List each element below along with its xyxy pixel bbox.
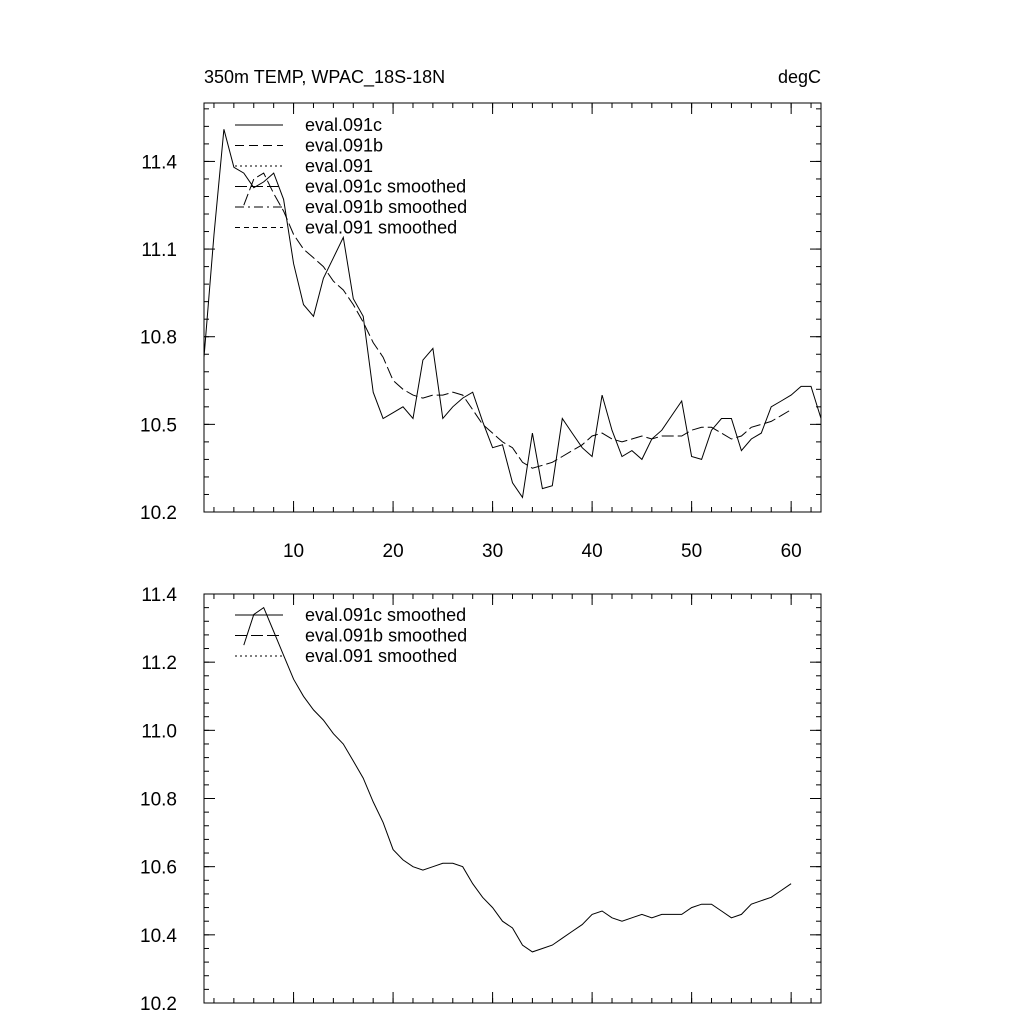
- y-tick-label: 10.5: [140, 415, 177, 437]
- y-tick-label: 10.6: [140, 857, 177, 879]
- y-tick-label: 10.8: [140, 789, 177, 811]
- y-tick-label: 11.4: [141, 152, 177, 174]
- legend-label-eval-091: eval.091: [305, 156, 374, 176]
- legend-label-eval-091b-smoothed: eval.091b smoothed: [305, 197, 468, 217]
- units-label: degC: [777, 67, 821, 87]
- legend-label-eval-091c-smoothed: eval.091c smoothed: [305, 605, 467, 625]
- x-tick-label: 60: [780, 541, 802, 562]
- legend-label-eval-091b: eval.091b: [305, 135, 384, 156]
- y-tick-label: 10.2: [140, 994, 177, 1015]
- top-panel: [140, 103, 821, 562]
- x-tick-label: 40: [581, 541, 603, 562]
- plot-frame: [204, 103, 821, 512]
- legend-label-eval-091c-smoothed: eval.091c smoothed: [305, 176, 467, 197]
- y-tick-label: 10.4: [140, 925, 177, 947]
- x-tick-label: 20: [382, 541, 404, 562]
- x-tick-label: 10: [282, 541, 305, 562]
- legend-label-eval-091-smoothed: eval.091 smoothed: [305, 217, 458, 238]
- bottom-panel: [140, 585, 821, 1015]
- y-tick-label: 10.2: [140, 503, 177, 524]
- y-tick-label: 10.8: [140, 327, 177, 349]
- x-tick-label: 30: [482, 541, 504, 562]
- legend-label-eval-091-smoothed: eval.091 smoothed: [305, 646, 458, 666]
- chart-title: 350m TEMP, WPAC_18S-18N: [204, 67, 446, 87]
- legend-label-eval-091c: eval.091c: [305, 115, 383, 135]
- x-tick-label: 50: [681, 541, 703, 562]
- y-tick-label: 11.1: [141, 240, 177, 262]
- series-line-eval-091c: [204, 129, 821, 497]
- plot-frame: [204, 594, 821, 1003]
- legend-label-eval-091b-smoothed: eval.091b smoothed: [305, 625, 468, 646]
- y-tick-label: 11.2: [141, 653, 177, 675]
- y-tick-label: 11.0: [141, 721, 177, 743]
- y-tick-label: 11.4: [141, 585, 177, 606]
